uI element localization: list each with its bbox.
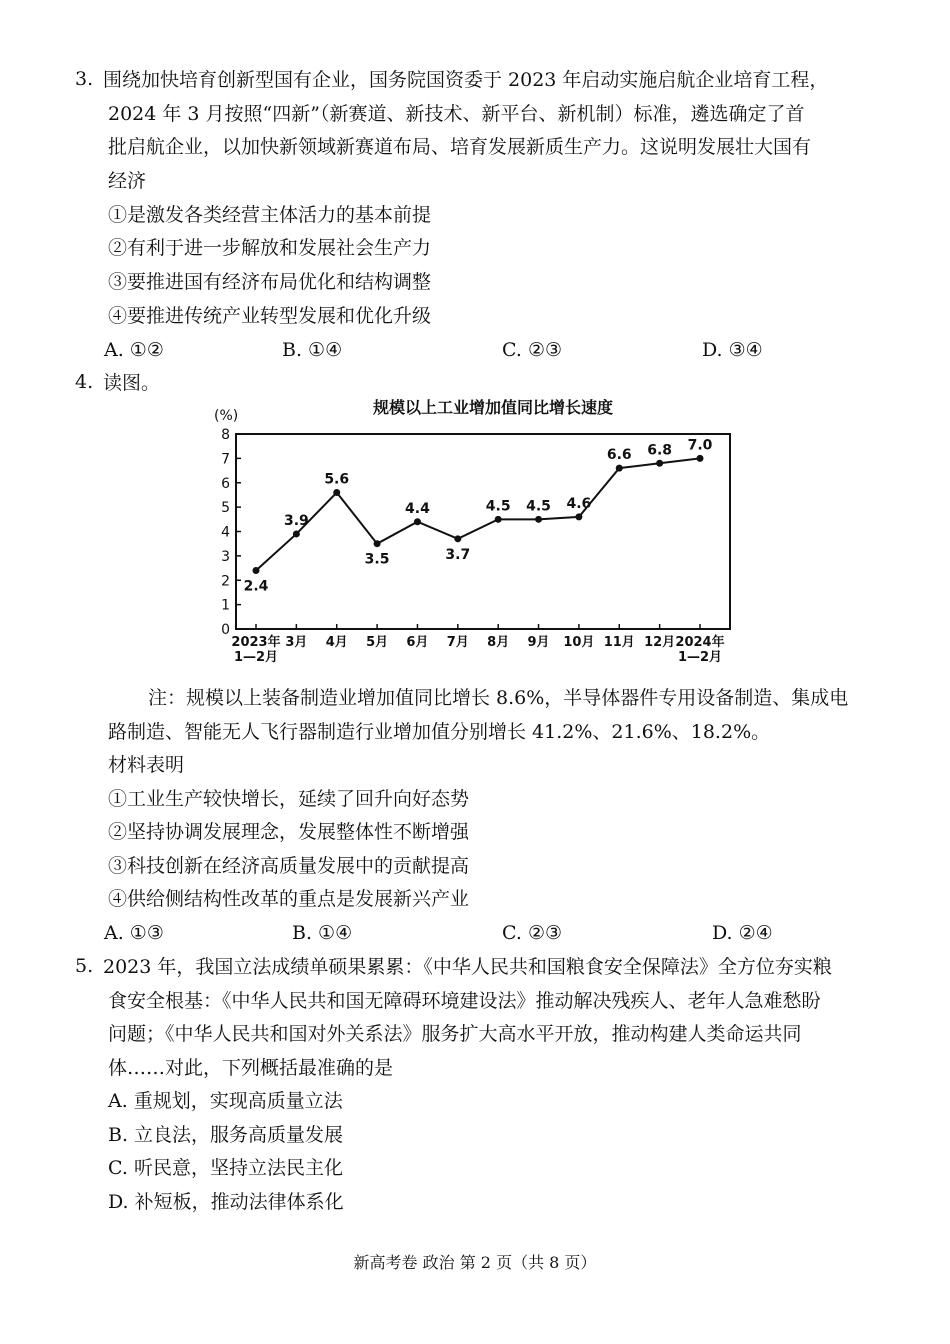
question-4-intro: 读图。: [103, 372, 161, 394]
question-3-item: ①是激发各类经营主体活力的基本前提: [108, 204, 432, 226]
question-3-item: ④要推进传统产业转型发展和优化升级: [108, 305, 432, 327]
question-3-stem-line: 2024 年 3 月按照“四新”（新赛道、新技术、新平台、新机制）标准，遴选确定了首: [108, 103, 805, 125]
x-tick-label: 10月: [563, 635, 595, 650]
data-label: 2.4: [243, 578, 269, 595]
data-label: 4.6: [566, 495, 592, 512]
y-tick-label: 1: [221, 597, 230, 614]
x-tick-label: 5月: [366, 635, 389, 650]
data-point: [697, 455, 704, 462]
data-point: [414, 518, 421, 525]
x-tick-label: 2024年: [675, 635, 725, 650]
chart-y-axis-label: (%): [214, 408, 239, 424]
question-4-item: ①工业生产较快增长，延续了回升向好态势: [108, 788, 470, 810]
data-point: [495, 516, 502, 523]
question-3-option-a: A. ①②: [104, 339, 164, 361]
question-5-option-b: B. 立良法，服务高质量发展: [108, 1124, 344, 1146]
question-4-item: ③科技创新在经济高质量发展中的贡献提高: [108, 855, 470, 877]
data-label: 4.4: [405, 500, 430, 517]
data-label: 5.6: [324, 471, 350, 488]
question-3-number: 3.: [75, 68, 94, 90]
x-tick-label: 7月: [446, 635, 469, 650]
question-5-number: 5.: [75, 955, 94, 977]
y-tick-label: 7: [221, 451, 230, 468]
chart-note-line: 路制造、智能无人飞行器制造行业增加值分别增长 41.2%、21.6%、18.2%。: [108, 721, 771, 743]
x-tick-label: 9月: [527, 635, 550, 650]
page-footer: 新高考卷 政治 第 2 页（共 8 页）: [353, 1253, 597, 1272]
question-4-option-a: A. ①③: [104, 922, 164, 944]
chart-note-line: 注：规模以上装备制造业增加值同比增长 8.6%，半导体器件专用设备制造、集成电: [148, 687, 849, 709]
question-3-option-b: B. ①④: [282, 339, 343, 361]
x-tick-label: 2023年: [231, 635, 281, 650]
question-3-stem-line: 批启航企业，以加快新领域新赛道布局、培育发展新质生产力。这说明发展壮大国有: [108, 136, 812, 158]
y-tick-label: 0: [221, 622, 230, 638]
question-5-stem-line: 体……对此，下列概括最准确的是: [108, 1057, 394, 1079]
y-tick-label: 4: [221, 524, 230, 541]
question-4-stem: 材料表明: [108, 754, 185, 776]
question-3-stem-line: 经济: [108, 170, 147, 192]
data-point: [575, 513, 582, 520]
x-tick-label: 12月: [644, 635, 676, 650]
y-tick-label: 2: [221, 573, 230, 590]
chart-y-ticks: [221, 427, 241, 638]
y-tick-label: 3: [221, 548, 230, 565]
question-3-item: ③要推进国有经济布局优化和结构调整: [108, 271, 432, 293]
data-point: [535, 516, 542, 523]
chart-series: [244, 437, 713, 594]
data-label: 6.8: [647, 442, 673, 459]
x-tick-label: 8月: [487, 635, 510, 650]
x-tick-label: 1—2月: [233, 650, 279, 665]
data-label: 6.6: [606, 447, 632, 464]
y-tick-label: 6: [221, 475, 230, 492]
question-3-stem-line: 围绕加快培育创新型国有企业，国务院国资委于 2023 年启动实施启航企业培育工程，: [103, 69, 829, 91]
data-label: 7.0: [687, 437, 713, 454]
question-5-option-a: A. 重规划，实现高质量立法: [108, 1090, 343, 1112]
data-label: 4.5: [485, 498, 511, 515]
question-3-option-c: C. ②③: [502, 339, 563, 361]
industrial-growth-chart: [210, 393, 740, 673]
data-label: 3.9: [283, 512, 309, 529]
question-4-item: ②坚持协调发展理念，发展整体性不断增强: [108, 821, 470, 843]
data-point: [333, 489, 340, 496]
chart-title: 规模以上工业增加值同比增长速度: [372, 398, 614, 417]
y-tick-label: 8: [221, 427, 230, 443]
x-tick-label: 3月: [285, 635, 308, 650]
question-4-item: ④供给侧结构性改革的重点是发展新兴产业: [108, 888, 470, 910]
chart-x-ticks: [231, 624, 724, 665]
question-3-option-d: D. ③④: [702, 339, 763, 361]
x-tick-label: 1—2月: [677, 650, 723, 665]
series-line: [256, 458, 700, 570]
question-5-stem-line: 问题；《中华人民共和国对外关系法》服务扩大高水平开放，推动构建人类命运共同: [108, 1023, 802, 1045]
data-point: [253, 567, 260, 574]
question-5-option-d: D. 补短板，推动法律体系化: [108, 1191, 344, 1213]
y-tick-label: 5: [221, 500, 230, 517]
data-point: [374, 540, 381, 547]
data-point: [454, 535, 461, 542]
question-4-number: 4.: [75, 371, 94, 393]
question-4-option-b: B. ①④: [292, 922, 353, 944]
question-3-item: ②有利于进一步解放和发展社会生产力: [108, 237, 432, 259]
question-4-option-d: D. ②④: [712, 922, 773, 944]
data-point: [616, 465, 623, 472]
question-5-stem-line: 2023 年，我国立法成绩单硕果累累：《中华人民共和国粮食安全保障法》全方位夯实粮: [103, 956, 832, 978]
question-4-option-c: C. ②③: [502, 922, 563, 944]
question-5-option-c: C. 听民意，坚持立法民主化: [108, 1157, 343, 1179]
data-label: 3.5: [364, 551, 390, 568]
data-point: [656, 460, 663, 467]
x-tick-label: 6月: [406, 635, 429, 650]
data-label: 4.5: [526, 498, 551, 515]
question-5-stem-line: 食安全根基：《中华人民共和国无障碍环境建设法》推动解决残疾人、老年人急难愁盼: [108, 990, 821, 1012]
x-tick-label: 4月: [325, 635, 348, 650]
data-point: [293, 530, 300, 537]
x-tick-label: 11月: [603, 635, 635, 650]
data-label: 3.7: [445, 546, 471, 563]
